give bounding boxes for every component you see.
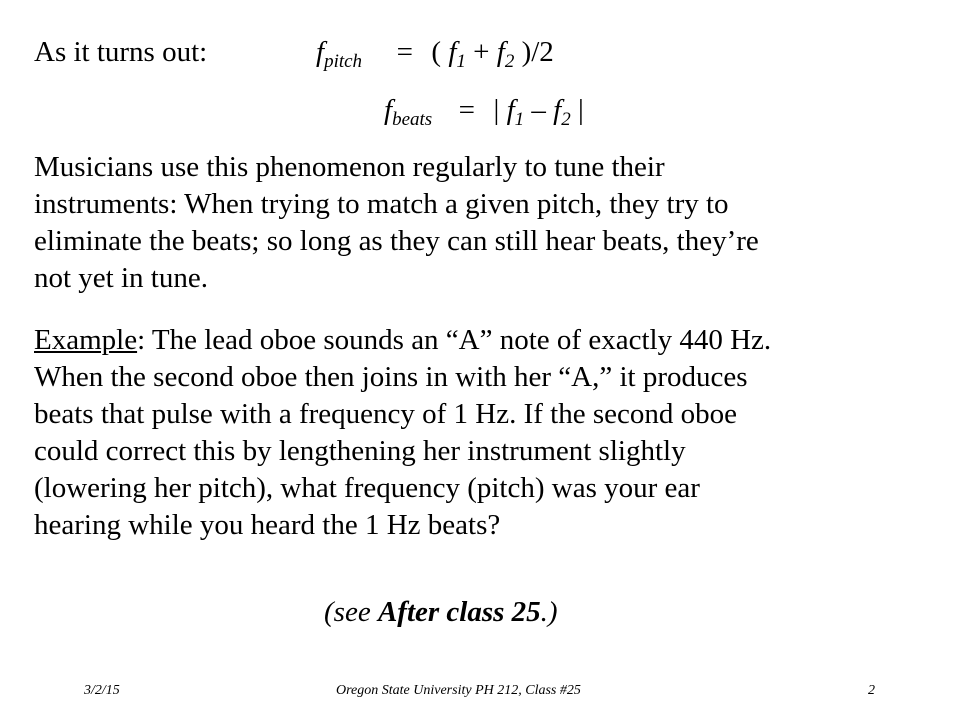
pitch-f1: f	[448, 36, 457, 68]
beats-f1-subscript: 1	[514, 109, 525, 130]
beats-symbol: f	[384, 94, 393, 126]
paragraph-line: Musicians use this phenomenon regularly to tune their	[34, 151, 665, 183]
example-paragraph	[34, 322, 934, 544]
footer-course: Oregon State University PH 212, Class #25	[336, 683, 581, 698]
beats-subscript: beats	[392, 109, 433, 130]
paragraph-line: not yet in tune.	[34, 262, 208, 294]
beats-open-bar: |	[493, 94, 500, 126]
example-first-line-text: : The lead oboe sounds an “A” note of exactly 440 Hz.	[137, 324, 772, 356]
example-label: Example	[34, 324, 138, 356]
example-line: (lowering her pitch), what frequency (pitch) was your ear	[34, 472, 700, 504]
tuning-paragraph	[34, 149, 934, 297]
beats-minus: –	[531, 94, 546, 126]
beats-equals: =	[458, 94, 476, 126]
example-line: beats that pulse with a frequency of 1 Hz. If the second oboe	[34, 398, 738, 430]
pitch-f2-subscript: 2	[504, 51, 515, 72]
example-line: could correct this by lengthening her instrument slightly	[34, 435, 686, 467]
pitch-plus: +	[473, 36, 490, 68]
reference-note	[324, 598, 558, 627]
example-line: hearing while you heard the 1 Hz beats?	[34, 509, 501, 541]
reference-suffix: .)	[540, 596, 558, 628]
intro-text: As it turns out:	[34, 36, 208, 68]
beats-f2-subscript: 2	[561, 109, 571, 130]
pitch-symbol: f	[316, 36, 325, 68]
reference-prefix: (see	[324, 596, 378, 628]
pitch-f1-subscript: 1	[456, 51, 466, 72]
paragraph-line: eliminate the beats; so long as they can still hear beats, they’re	[34, 225, 759, 257]
reference-link-text: After class 25	[377, 596, 541, 628]
beats-equation	[384, 94, 584, 130]
pitch-f2: f	[496, 36, 505, 68]
example-line: When the second oboe then joins in with her “A,” it produces	[34, 361, 748, 393]
pitch-open-paren: (	[431, 36, 442, 68]
pitch-subscript: pitch	[324, 51, 363, 72]
paragraph-line: instruments: When trying to match a given pitch, they try to	[34, 188, 729, 220]
footer-page-number: 2	[868, 683, 875, 698]
beats-close-bar: |	[577, 94, 584, 126]
example-first-line	[34, 322, 934, 359]
beats-f2: f	[553, 94, 562, 126]
footer-date: 3/2/15	[84, 683, 120, 698]
beats-f1: f	[506, 94, 515, 126]
pitch-equation	[316, 36, 554, 72]
pitch-equals: =	[396, 36, 413, 68]
pitch-close: )/2	[521, 36, 554, 68]
